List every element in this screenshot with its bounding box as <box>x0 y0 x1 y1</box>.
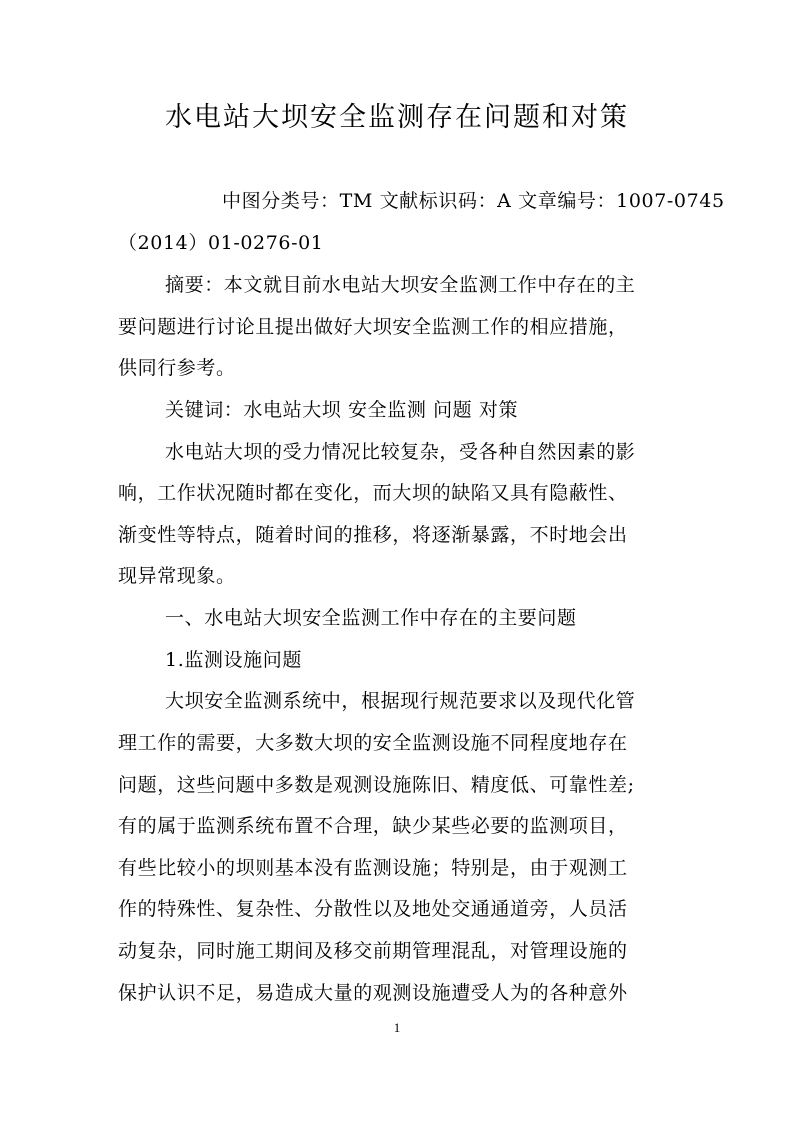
section-heading: 一、水电站大坝安全监测工作中存在的主要问题 <box>165 607 577 629</box>
abstract-line: 摘要：本文就目前水电站大坝安全监测工作中存在的主 <box>165 274 636 296</box>
document-title: 水电站大坝安全监测存在问题和对策 <box>165 102 629 133</box>
paragraph-line: 大坝安全监测系统中，根据现行规范要求以及现代化管 <box>165 690 636 712</box>
paragraph-line: 动复杂，同时施工期间及移交前期管理混乱，对管理设施的 <box>118 940 628 962</box>
page-number: 1 <box>393 1020 401 1035</box>
keywords-line: 关键词：水电站大坝 安全监测 问题 对策 <box>165 399 519 421</box>
abstract-line: 要问题进行讨论且提出做好大坝安全监测工作的相应措施， <box>118 316 628 338</box>
paragraph-line: 作的特殊性、复杂性、分散性以及地处交通通道旁，人员活 <box>118 898 628 920</box>
subsection-heading: 1.监测设施问题 <box>165 649 302 671</box>
classification-line-1: 中图分类号：TM 文献标识码：A 文章编号：1007-0745 <box>222 190 725 212</box>
paragraph-line: 保护认识不足，易造成大量的观测设施遭受人为的各种意外 <box>118 982 628 1004</box>
paragraph-line: 有些比较小的坝则基本没有监测设施；特别是，由于观测工 <box>118 857 628 879</box>
paragraph-line: 问题，这些问题中多数是观测设施陈旧、精度低、可靠性差; <box>118 774 635 796</box>
abstract-line: 供同行参考。 <box>118 357 236 379</box>
paragraph-line: 水电站大坝的受力情况比较复杂，受各种自然因素的影 <box>165 441 636 463</box>
paragraph-line: 渐变性等特点，随着时间的推移，将逐渐暴露，不时地会出 <box>118 524 628 546</box>
paragraph-line: 现异常现象。 <box>118 565 236 587</box>
paragraph-line: 理工作的需要，大多数大坝的安全监测设施不同程度地存在 <box>118 732 628 754</box>
paragraph-line: 响，工作状况随时都在变化，而大坝的缺陷又具有隐蔽性、 <box>118 482 628 504</box>
classification-line-2: （2014）01-0276-01 <box>118 232 324 254</box>
paragraph-line: 有的属于监测系统布置不合理，缺少某些必要的监测项目， <box>118 815 628 837</box>
